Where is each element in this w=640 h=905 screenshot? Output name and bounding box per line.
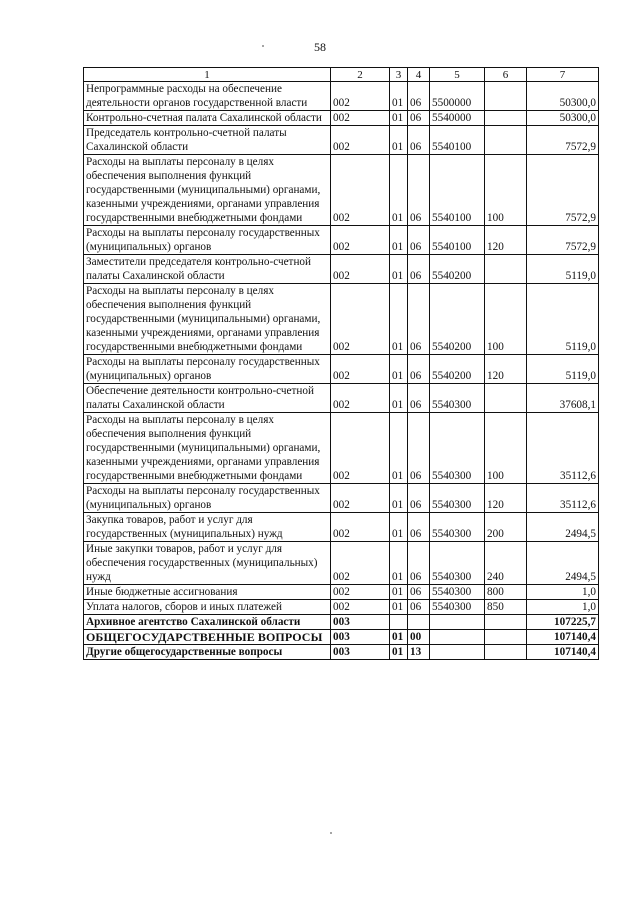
col-2-code-cell: 002 (331, 155, 390, 226)
col-2-code-cell: 003 (331, 615, 390, 630)
header-cell: 2 (331, 68, 390, 82)
col-3-code-cell: 01 (390, 355, 408, 384)
col-6-code-cell (485, 126, 527, 155)
scan-speck (330, 832, 332, 834)
table-row (84, 82, 599, 111)
row-name-cell: Контрольно-счетная палата Сахалинской области (84, 111, 331, 126)
amount-cell: 1,0 (527, 600, 599, 615)
col-2-code-cell: 002 (331, 255, 390, 284)
col-3-code-cell: 01 (390, 226, 408, 255)
header-cell: 3 (390, 68, 408, 82)
col-4-code-cell (408, 615, 430, 630)
col-5-code-cell: 5540300 (430, 484, 485, 513)
col-3-code-cell: 01 (390, 600, 408, 615)
col-3-code-cell: 01 (390, 645, 408, 660)
scan-speck (262, 45, 264, 47)
row-name-cell: Расходы на выплаты персоналу в целях обеспечения выполнения функций государственными (муниципальными) органами, казенными учреждениями, органами управления государственными внебюджетными фондами (84, 155, 331, 226)
col-5-code-cell (430, 630, 485, 645)
row-name-cell: Обеспечение деятельности контрольно-счетной палаты Сахалинской области (84, 384, 331, 413)
col-5-code-cell: 5540000 (430, 111, 485, 126)
col-3-code-cell: 01 (390, 126, 408, 155)
col-4-code-cell: 06 (408, 255, 430, 284)
col-2-code-cell: 002 (331, 484, 390, 513)
col-6-code-cell (485, 255, 527, 284)
row-name-cell: Расходы на выплаты персоналу государственных (муниципальных) органов (84, 226, 331, 255)
table-row (84, 111, 599, 126)
col-4-code-cell: 06 (408, 542, 430, 585)
amount-cell: 107140,4 (527, 630, 599, 645)
header-cell: 5 (430, 68, 485, 82)
col-4-code-cell: 06 (408, 384, 430, 413)
col-6-code-cell (485, 82, 527, 111)
col-2-code-cell: 003 (331, 630, 390, 645)
col-6-code-cell: 120 (485, 226, 527, 255)
col-3-code-cell: 01 (390, 542, 408, 585)
col-5-code-cell: 5540300 (430, 600, 485, 615)
col-4-code-cell: 06 (408, 585, 430, 600)
header-cell: 7 (527, 68, 599, 82)
header-cell: 6 (485, 68, 527, 82)
col-5-code-cell: 5540100 (430, 226, 485, 255)
amount-cell: 50300,0 (527, 111, 599, 126)
table-row (84, 155, 599, 226)
col-6-code-cell: 120 (485, 355, 527, 384)
amount-cell: 2494,5 (527, 513, 599, 542)
col-3-code-cell: 01 (390, 484, 408, 513)
col-5-code-cell: 5540300 (430, 413, 485, 484)
col-2-code-cell: 002 (331, 284, 390, 355)
amount-cell: 35112,6 (527, 413, 599, 484)
col-4-code-cell: 06 (408, 513, 430, 542)
col-2-code-cell: 002 (331, 600, 390, 615)
col-6-code-cell: 120 (485, 484, 527, 513)
table-row (84, 600, 599, 615)
col-3-code-cell (390, 615, 408, 630)
budget-table (83, 67, 599, 660)
col-3-code-cell: 01 (390, 255, 408, 284)
col-3-code-cell: 01 (390, 585, 408, 600)
col-3-code-cell: 01 (390, 513, 408, 542)
amount-cell: 2494,5 (527, 542, 599, 585)
col-2-code-cell: 003 (331, 645, 390, 660)
col-2-code-cell: 002 (331, 585, 390, 600)
table-row (84, 384, 599, 413)
col-5-code-cell: 5500000 (430, 82, 485, 111)
amount-cell: 5119,0 (527, 255, 599, 284)
col-4-code-cell: 06 (408, 111, 430, 126)
amount-cell: 7572,9 (527, 126, 599, 155)
col-4-code-cell: 06 (408, 126, 430, 155)
col-6-code-cell: 850 (485, 600, 527, 615)
page-number: 58 (314, 40, 326, 54)
col-3-code-cell: 01 (390, 413, 408, 484)
table-row (84, 645, 599, 660)
col-4-code-cell: 06 (408, 155, 430, 226)
col-6-code-cell (485, 645, 527, 660)
col-5-code-cell: 5540100 (430, 126, 485, 155)
row-name-cell: Архивное агентство Сахалинской области (84, 615, 331, 630)
col-4-code-cell: 06 (408, 284, 430, 355)
col-5-code-cell (430, 615, 485, 630)
table-row (84, 255, 599, 284)
table-row (84, 355, 599, 384)
col-6-code-cell (485, 111, 527, 126)
header-cell: 1 (84, 68, 331, 82)
row-name-cell: Председатель контрольно-счетной палаты Сахалинской области (84, 126, 331, 155)
col-6-code-cell: 100 (485, 284, 527, 355)
col-5-code-cell: 5540200 (430, 355, 485, 384)
amount-cell: 7572,9 (527, 226, 599, 255)
col-6-code-cell: 100 (485, 155, 527, 226)
col-6-code-cell (485, 630, 527, 645)
col-5-code-cell: 5540300 (430, 542, 485, 585)
col-2-code-cell: 002 (331, 542, 390, 585)
row-name-cell: ОБЩЕГОСУДАРСТВЕННЫЕ ВОПРОСЫ (84, 630, 331, 645)
col-2-code-cell: 002 (331, 126, 390, 155)
col-2-code-cell: 002 (331, 413, 390, 484)
row-name-cell: Иные закупки товаров, работ и услуг для обеспечения государственных (муниципальных) нужд (84, 542, 331, 585)
col-4-code-cell: 06 (408, 484, 430, 513)
col-2-code-cell: 002 (331, 513, 390, 542)
table-row (84, 630, 599, 645)
amount-cell: 107225,7 (527, 615, 599, 630)
amount-cell: 50300,0 (527, 82, 599, 111)
amount-cell: 7572,9 (527, 155, 599, 226)
col-6-code-cell (485, 384, 527, 413)
table-header-row (84, 68, 599, 82)
col-3-code-cell: 01 (390, 155, 408, 226)
col-5-code-cell (430, 645, 485, 660)
row-name-cell: Расходы на выплаты персоналу государственных (муниципальных) органов (84, 355, 331, 384)
col-6-code-cell (485, 615, 527, 630)
col-3-code-cell: 01 (390, 284, 408, 355)
table-row (84, 542, 599, 585)
table-row (84, 226, 599, 255)
col-2-code-cell: 002 (331, 226, 390, 255)
col-2-code-cell: 002 (331, 82, 390, 111)
col-2-code-cell: 002 (331, 384, 390, 413)
table-row (84, 585, 599, 600)
row-name-cell: Закупка товаров, работ и услуг для государственных (муниципальных) нужд (84, 513, 331, 542)
col-5-code-cell: 5540100 (430, 155, 485, 226)
amount-cell: 5119,0 (527, 284, 599, 355)
row-name-cell: Уплата налогов, сборов и иных платежей (84, 600, 331, 615)
row-name-cell: Расходы на выплаты персоналу государственных (муниципальных) органов (84, 484, 331, 513)
row-name-cell: Расходы на выплаты персоналу в целях обеспечения выполнения функций государственными (муниципальными) органами, казенными учреждениями, органами управления государственными внебюджетными фондами (84, 413, 331, 484)
amount-cell: 5119,0 (527, 355, 599, 384)
amount-cell: 1,0 (527, 585, 599, 600)
table-row (84, 615, 599, 630)
col-6-code-cell: 240 (485, 542, 527, 585)
col-6-code-cell: 200 (485, 513, 527, 542)
table-row (84, 413, 599, 484)
table-row (84, 484, 599, 513)
row-name-cell: Иные бюджетные ассигнования (84, 585, 331, 600)
col-2-code-cell: 002 (331, 355, 390, 384)
col-4-code-cell: 06 (408, 226, 430, 255)
row-name-cell: Заместители председателя контрольно-счетной палаты Сахалинской области (84, 255, 331, 284)
amount-cell: 35112,6 (527, 484, 599, 513)
amount-cell: 37608,1 (527, 384, 599, 413)
col-6-code-cell: 800 (485, 585, 527, 600)
col-4-code-cell: 13 (408, 645, 430, 660)
col-2-code-cell: 002 (331, 111, 390, 126)
table-row (84, 284, 599, 355)
col-5-code-cell: 5540200 (430, 255, 485, 284)
col-5-code-cell: 5540300 (430, 384, 485, 413)
table-row (84, 126, 599, 155)
col-4-code-cell: 06 (408, 355, 430, 384)
col-3-code-cell: 01 (390, 630, 408, 645)
col-5-code-cell: 5540300 (430, 585, 485, 600)
col-3-code-cell: 01 (390, 384, 408, 413)
col-6-code-cell: 100 (485, 413, 527, 484)
col-4-code-cell: 00 (408, 630, 430, 645)
col-3-code-cell: 01 (390, 82, 408, 111)
row-name-cell: Другие общегосударственные вопросы (84, 645, 331, 660)
col-3-code-cell: 01 (390, 111, 408, 126)
row-name-cell: Непрограммные расходы на обеспечение деятельности органов государственной власти (84, 82, 331, 111)
col-4-code-cell: 06 (408, 600, 430, 615)
col-5-code-cell: 5540300 (430, 513, 485, 542)
col-4-code-cell: 06 (408, 82, 430, 111)
col-5-code-cell: 5540200 (430, 284, 485, 355)
row-name-cell: Расходы на выплаты персоналу в целях обеспечения выполнения функций государственными (муниципальными) органами, казенными учреждениями, органами управления государственными внебюджетными фондами (84, 284, 331, 355)
amount-cell: 107140,4 (527, 645, 599, 660)
table-row (84, 513, 599, 542)
col-4-code-cell: 06 (408, 413, 430, 484)
header-cell: 4 (408, 68, 430, 82)
